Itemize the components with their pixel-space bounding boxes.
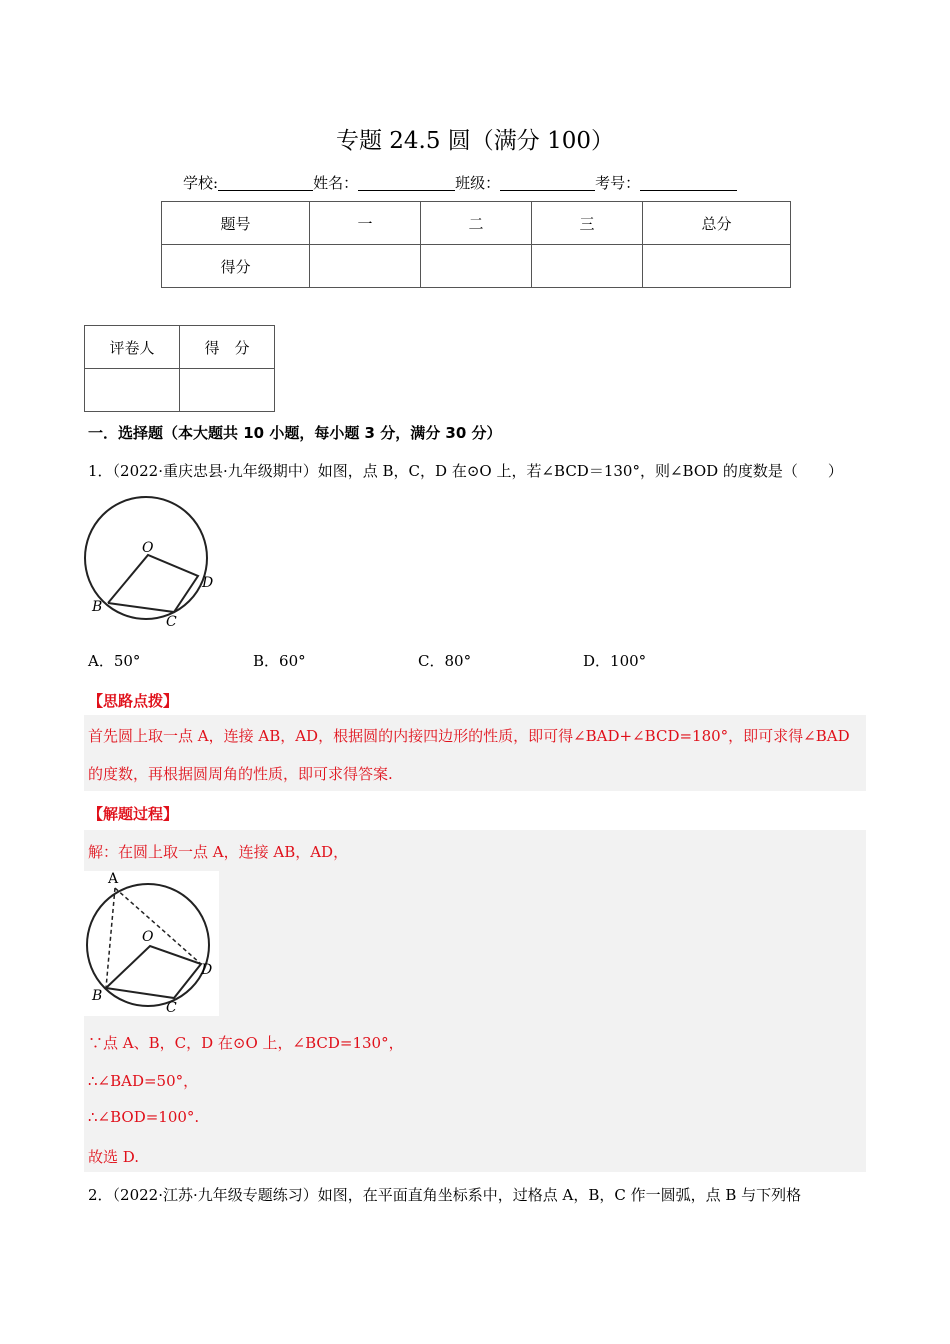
score-cell (643, 245, 791, 288)
question-1-text: 1．（2022·重庆忠县·九年级期中）如图，点 B，C，D 在⊙O 上，若∠BCD＝130°，则∠BOD 的度数是（ ） (88, 462, 843, 480)
solution-line-2: ∵点 A、B，C，D 在⊙O 上，∠BCD=130°， (88, 1034, 404, 1052)
school-label: 学校: (183, 174, 219, 192)
question-1-figure (82, 494, 222, 634)
option-b[interactable]: B．60° (253, 652, 306, 670)
score-table (161, 201, 791, 288)
solution-line-3: ∴∠BAD=50°， (88, 1072, 199, 1090)
solution-label-d: D (201, 962, 213, 978)
figure-label-c: C (166, 614, 177, 630)
exam-no-blank (640, 174, 737, 191)
solution-line-4: ∴∠BOD=100°. (88, 1108, 200, 1126)
score-header-cell: 一 (310, 202, 421, 245)
score-table-score-row (162, 245, 791, 288)
solution-label-a: A (108, 871, 119, 887)
hint-line-1: 首先圆上取一点 A，连接 AB，AD，根据圆的内接四边形的性质，即可得∠BAD+∠BCD=180°，即可求得∠BAD (88, 727, 850, 745)
figure-label-b: B (92, 599, 103, 615)
grader-label: 评卷人 (85, 326, 180, 369)
option-a[interactable]: A．50° (88, 652, 141, 670)
section-heading: 一．选择题（本大题共 10 小题，每小题 3 分，满分 30 分） (88, 424, 502, 442)
grader-score-label: 得 分 (180, 326, 275, 369)
hint-line-2: 的度数，再根据圆周角的性质，即可求得答案. (88, 765, 393, 783)
score-header-cell: 题号 (162, 202, 310, 245)
student-info-line (183, 172, 737, 193)
hint-box (84, 715, 866, 791)
name-blank (358, 174, 455, 191)
score-cell (532, 245, 643, 288)
school-blank (218, 174, 313, 191)
solution-label-b: B (92, 988, 103, 1004)
page-title: 专题 24.5 圆（满分 100） (335, 128, 615, 154)
grader-cell (85, 369, 180, 412)
solution-line-5: 故选 D. (88, 1148, 140, 1166)
solution-header: 【解题过程】 (88, 805, 179, 823)
solution-box (84, 830, 866, 1172)
solution-figure (84, 871, 219, 1016)
solution-label-c: C (166, 1000, 177, 1016)
score-cell (310, 245, 421, 288)
score-header-cell: 总分 (643, 202, 791, 245)
exam-no-label: 考号： (595, 174, 641, 192)
score-header-cell: 三 (532, 202, 643, 245)
figure-label-d: D (202, 575, 214, 591)
hint-header: 【思路点拨】 (88, 692, 179, 710)
name-label: 姓名： (313, 174, 359, 192)
option-c[interactable]: C．80° (418, 652, 472, 670)
option-d[interactable]: D．100° (583, 652, 647, 670)
figure-label-o: O (142, 540, 154, 556)
score-cell (421, 245, 532, 288)
score-table-header-row (162, 202, 791, 245)
grader-table (84, 325, 275, 412)
score-header-cell: 二 (421, 202, 532, 245)
solution-label-o: O (142, 929, 154, 945)
score-row-label: 得分 (162, 245, 310, 288)
grader-score-cell (180, 369, 275, 412)
class-blank (500, 174, 595, 191)
class-label: 班级： (455, 174, 501, 192)
solution-line-1: 解：在圆上取一点 A，连接 AB，AD， (88, 843, 349, 861)
question-2-text: 2．（2022·江苏·九年级专题练习）如图，在平面直角坐标系中，过格点 A，B，C 作一圆弧，点 B 与下列格 (88, 1186, 802, 1204)
